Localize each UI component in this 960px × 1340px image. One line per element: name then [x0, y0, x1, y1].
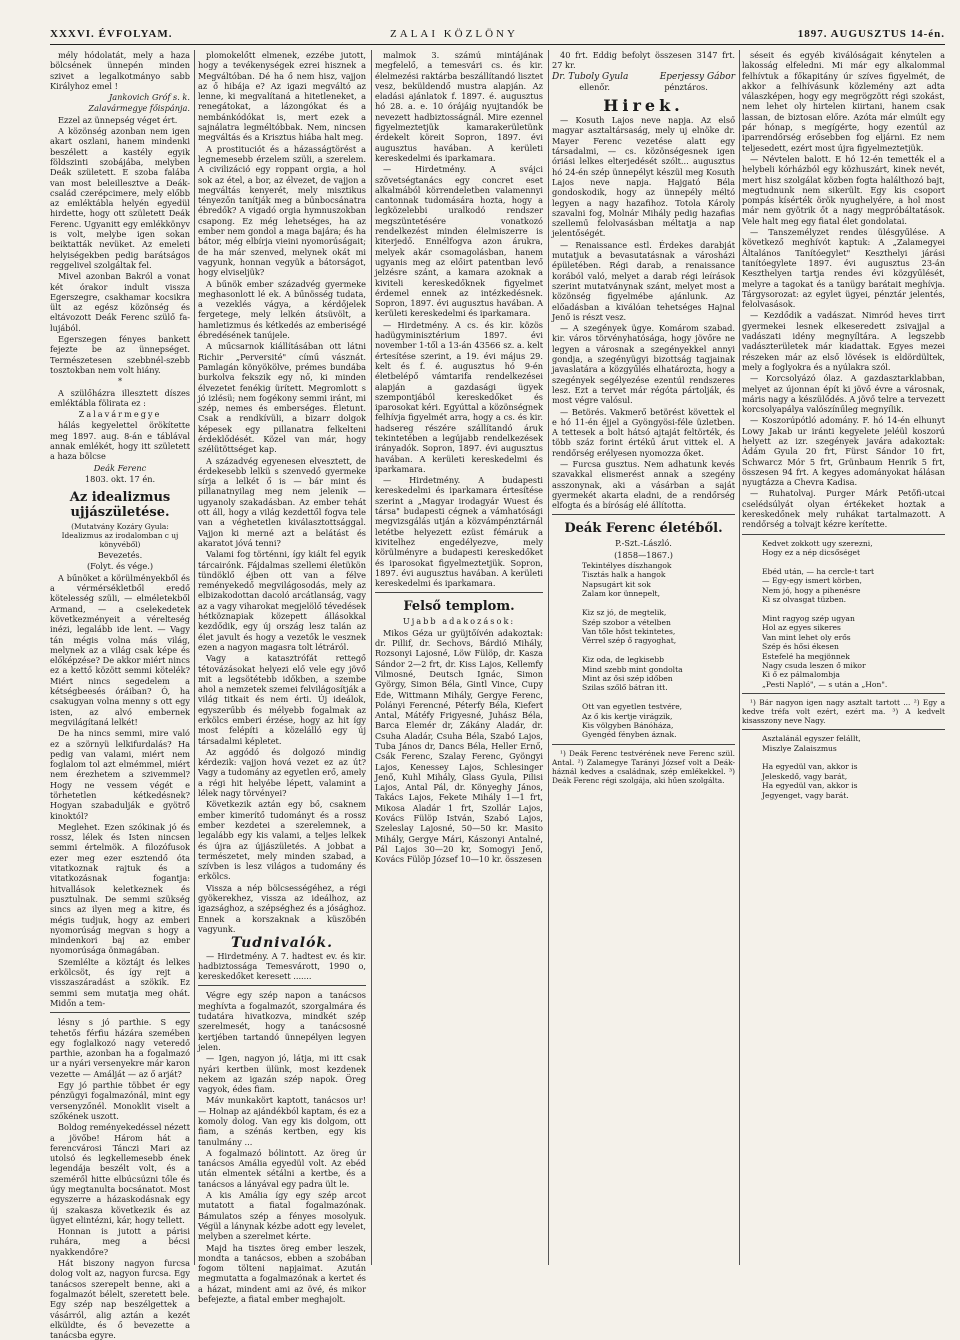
signature-name: Eperjessy Gábor	[659, 71, 735, 82]
news-item: — Furcsa gusztus. Nem adhatunk kevés szavakkal elismerést annak a szegény asszonynak, aki a vásárban a saját gyermekét akarta eladni, de a rendőrség elfogta és a bíróság elé állította.	[552, 458, 735, 511]
poem-line: Asztalánál egyszer felállt,	[762, 734, 861, 744]
article-paragraph: Hát biszony nagyon furcsa dolog volt az, nagyon furcsa. Egy tanácsos szerepelt benne, aki a fogalmazót bélelt, szeretett bele. Egy szép nap beszélgettek a vásárról, alig aztán a kezét elküldte, és ő bevezette a tanácsba egyre.	[50, 1258, 190, 1340]
article-paragraph: De ha nincs semmi, mire való ez a szörnyü lelkifurdalás? Ha pedig van valami, miért nem foglalom tol azt elmémmel, miért nem érezhetem a szivemmel? Hogy ne vessem végét e törhetetlen kétkedésnek? Hogyan szabadulják e gyötrő kinoktól?	[50, 728, 190, 821]
poem-line: Hogy ez a nép dicsőséget	[762, 548, 861, 558]
masthead	[50, 22, 945, 45]
poem-line: Kiz oda, de legkisebb	[582, 655, 664, 665]
poem-line: Nagy csuda leszen ő mikor	[762, 660, 866, 670]
poem-line: Kis völgyben Bánóháza,	[582, 720, 674, 730]
article-paragraph: Egy jó parthie többet ér egy pénzügyi fogalmazónál, mint egy versenyzőnél. Monoklit viselt a szőkének uszott.	[50, 1080, 190, 1121]
article-paragraph: A kis Amália így egy szép arcot mutatott a fiatal fogalmazónak. Bámulatos szép a fényes mosolyuk. Végül a lánynak kézbe adott egy levelet, melyben a szerelmet kérte.	[198, 1190, 366, 1242]
article-paragraph: A fogalmazó bólintott. Az öreg úr tanácsos Amália egyedül volt. Az ebéd után elmentek sétálni a kertbe, és a tanácsos a lányával egy padra ült le.	[198, 1147, 366, 1189]
poem-line	[762, 557, 945, 566]
poem-line: Mind szebb mint gondolta	[582, 664, 683, 674]
article-subhead: (Folyt. és vége.)	[86, 561, 154, 572]
poem-line: Van mint lehet oly erős	[762, 632, 851, 642]
poem-line: Tekintélyes díszhangok	[582, 561, 672, 571]
article-paragraph: A szülőházra illesztett díszes emléktábla fölirata ez :	[50, 387, 190, 408]
signature-role: pénztáros.	[664, 81, 708, 92]
article-paragraph: Mivel azonban Bakról a vonat két órakor indult vissza Egerszegre, csakhamar kocsikra ült az egész közönség és eltávozott Deák Ferenc szülő fa-lujából.	[50, 271, 190, 333]
poem-line: — Egy-egy ismert körben,	[762, 576, 862, 586]
article-subhead: Ujabb adakozások:	[402, 616, 516, 627]
article-paragraph: Vagy a katasztrófát rettegő tétovázásokat helyezi elő vele egy jövő mit a legsötétebb időkben, a szembe ahol a nemzetek szemei felvilágosítják a világ titkait és nem érti. Új ideálok, egyszerűbb és mélyebb fogalmak az erkölcs emberi érzése, hogy az hit így most felépíti a közelálló egy új társadalmi képletet.	[198, 653, 366, 746]
divider	[742, 693, 945, 694]
poem-line: Ha egyedül van, akkor is	[762, 762, 858, 772]
poem-line: Kedvet zokkott ugy szerezni,	[762, 538, 873, 548]
article-paragraph: Meglehet. Ezen szókinak jó és rossz, lélek és Isten nincsen semmi értelmök. A filozófusok ezer meg ezer esztendő óta vitatkoznak rajtuk és a vitatkozásnak fogantja: hitvallások keletkeznek és pusztulnak. De semmi szükség sincs az ilyen meg a kitre, és mégis tudjuk, hogy az emberi nyomorúság megvan s hogy a mindenkori baj az ember nyomorúsága önmagában.	[50, 821, 190, 956]
divider	[742, 534, 945, 535]
column-4	[552, 50, 735, 1265]
column-3	[375, 50, 543, 1265]
article-paragraph: A műcsarnok kiállításában ott látni Richir „Perversité" című vásznát. Pamlagán könyökölve, prémes bundába burkolva fekszik egy nő, ki minden élvezetet fenékig ürített. Megromlott s jó izlésü; nem fogékony semmi iránt, mi szép, nemes és emberséges. Életunt. Csak a rendkívüli, a bizarr dolgok képesek egy pillanatra felkelteni érdeklődését. Közel van már, hogy szélütöttséget kap.	[198, 341, 366, 455]
column-rule	[548, 50, 549, 1265]
column-rule	[371, 50, 372, 1265]
poem-line: Ki ő ez pálmalombja	[762, 670, 840, 680]
article-paragraph: Szemlélte a köztájt és lelkes erkölcsöt, és így rejt a visszaszáradást a szökik. Ez semmi sem mutatja meg ohát. Midőn a tem-	[50, 956, 190, 1008]
article-paragraph: — Hirdetmény. A svájci szövetségtanács egy concret eset alkalmából körrendeletben valamennyi cantonnak tudomására hozta, hogy a legközelebbi uralkodó rendszer megszüntetésére vonatkozó rendelkezést minden élelmiszerre is kiterjedő. Ennélfogva azon árukra, melyek akár csomagolásban, hanem ugyanis meg az előirt patentban levő jelzésre szánt, a kamara azoknak a kiviteli kereskedőknek figyelmet érdemel ennek az intézkedésnek. Sopron, 1897. évi augusztus havában. A kerületi kereskedelmi és iparkamara.	[375, 164, 543, 319]
article-paragraph: lésny s jó parthie. S egy tehetős férfiu házára szemében egy foglalkozó nagy veteredő parthie, azonban ha a fogalmazó ur a nyári versenyekre már karon vezette — Amálját — az ő arját?	[50, 1017, 190, 1079]
poem-line: Tisztás halk a hangok	[582, 570, 666, 580]
poem-line	[582, 646, 735, 655]
poem-body	[552, 561, 735, 740]
column-1: mély hódolatát, mely a haza bölcsének ünnepén minden szivet a legalkotmányo sabb Királyhoz emel ! Jankovich Gróf s. k. Zalavármegye főispánja. Ezzel az ünnepség véget ért. A közönség azonban nem igen akart oszlani, hanem mindenki beszélett a kastély egyik földszinti szobájába, melyben Deák született. E szoba falába van most beleillesztve a Deák-család czerépcimere, mely előbb az emléktábla helyén egyedül hirdette, hogy ott született Deák Ferenc. Ugyanitt egy emlékkönyv is volt, melybe igen sokan beiktatták nevüket. Az emeleti helyiségekben pedig barátságos reggelivel szolgáltak fel. Mivel azonban Bakról a vonat két órakor indult vissza Egerszegre, csakhamar kocsikra ült az egész közönség és eltávozott Deák Ferenc szülő fa-lujából. Egerszegen fényes bankett fejezte be az ünnepséget. Természetesen szebbnél-szebb tosztokban nem volt hiány. * A szülőházra illesztett díszes emléktábla fölirata ez : Zalavármegye hálás kegyelettel örökítette meg 1897. aug. 8-án e táblával annak emlékét, hogy itt született a haza bölcse Deák Ferenc 1803. okt. 17 én. Az idealizmus ujjászületése. (Mutatvány Kozáry Gyula: Idealizmus az irodalomban c uj könyvéből) Bevezetés. (Folyt. és vége.) A bűnöket a körülményekből és a vérmérsékletből eredő kötelesség szüli, — elméletekből Armand, — a cselekedetek következményeit a vérelteség inézi, legalább ide lent. — Vagy tán mégis volna más világ, melynek az a világ csak képe és előképzése? De akkor miért nincs ez a kettő között semmi kötelék? Miért nincs segedelem a kétségbeesés óráiban? Ó, ha csakugyan volna menny s ott egy isten, az alvó embernek megvilágítaná lelkét! De ha nincs semmi, mire való ez a szörnyü lelkifurdalás? Ha pedig van valami, miért nem foglalom tol azt elmémmel, miért nem érezhetem a szivemmel? Hogy ne vessem végét e törhetetlen kétkedésnek? Hogyan szabadulják e gyötrő kinoktól? Meglehet. Ezen szókinak jó és rossz, lélek és Isten nincsen semmi értelmök. A filozófusok ezer meg ezer esztendő óta vitatkoznak rajtuk és a vitatkozásnak fogantja: hitvallások keletkeznek és pusztulnak. De semmi szükség sincs az ilyen meg a kitre, és mégis tudjuk, hogy az emberi nyomorúság megvan s hogy a mindenkori baj az ember nyomorúsága önmagában. Szemlélte a köztájt és lelkes erkölcsöt, és így rejt a visszaszáradást a szökik. Ez semmi sem mutatja meg ohát. Midőn a tem- lésny s jó parthie. S egy tehetős férfiu házára szemében egy foglalkozó nagy veteredő parthie, azonban ha a fogalmazó ur a nyári versenyekre már karon vezette — Amálját — az ő arját? Egy jó parthie többet ér egy pénzügyi fogalmazónál, mint egy versenyzőnél. Monoklit viselt a szőkének uszott. Boldog reményekedéssel nézett a jövőbe! Három hát a ferencvárosi Tánczi Mari az utolsó és legkellemesebb ének legendája beszélt volt, és a szeméről hitte elbúcsúzni tőle és úgy megtanulta bocsánatot. Most egyszerre a házaskodásnak egy új szakasza következik és az ügyet elintézni, kár, hogy tellett. Honnan is jutott a párisi ruhára, meg a bécsi nyakkendőre? Hát biszony nagyon furcsa dolog volt az, nagyon furcsa. Egy tanácsos szerepelt benne, aki a fogalmazót bélelt, szeretett bele. Egy szép nap beszélgettek a vásárról, alig aztán a kezét elküldte, és ő bevezette a tanácsba egyre.	[50, 50, 190, 1340]
section-headline: Hirek.	[603, 96, 684, 116]
article-paragraph: Egerszegen fényes bankett fejezte be az ünnepséget. Természetesen szebbnél-szebb tosztokban nem volt hiány.	[50, 334, 190, 375]
article-paragraph: mély hódolatát, mely a haza bölcsének ünnepén minden szivet a legalkotmányo sabb Királyhoz emel !	[50, 50, 190, 91]
news-item: — Betörés. Vakmerő betörést követtek el e hó 11-én éjjel a Gyöngyösi-féle üzletben. A tettesek a bolt hátsó ajtaját feltörték, és több száz forint értékű árut vittek el. A rendőrség erélyesen nyomozza őket.	[552, 406, 735, 458]
signature-title: Zalavármegye főispánja.	[88, 103, 190, 114]
inscription-line: Zalavármegye	[78, 409, 162, 420]
inscription-line: hálás kegyelettel örökítette meg 1897. aug. 8-án e táblával annak emlékét, hogy itt született a haza bölcse	[50, 420, 190, 462]
poem-line: Jegyenget, vagy barát.	[762, 790, 849, 800]
divider	[375, 592, 543, 593]
column-rule	[739, 50, 740, 1265]
column-2	[198, 50, 366, 1305]
poem-dates: (1858—1867.)	[614, 549, 673, 560]
article-paragraph: Vissza a nép bölcsességéhez, a régi gyökerekhez, vissza az ideálhoz, az igazsághoz, a szépséghez és a jósághoz. Ennek a korszaknak a küszöbén vagyunk.	[198, 882, 366, 934]
poem-line: Szilas szőlő bátran itt.	[582, 683, 668, 693]
inscription-line: Deák Ferenc	[93, 462, 147, 473]
signature-roles	[552, 82, 735, 92]
poem-line: Az ő kis kertje virágzik,	[582, 711, 673, 721]
column-5	[742, 50, 945, 1265]
article-paragraph: A közönség azonban nem igen akart oszlani, hanem mindenki beszélett a kastély egyik földszinti szobájába, melyben Deák született. E szoba falába van most beleillesztve a Deák-család czerépcimere, mely előbb az emléktábla helyén egyedül hirdette, hogy ott született Deák Ferenc. Ugyanitt egy emlékkönyv is volt, melybe igen sokan beiktatták nevüket. Az emeleti helyiségekben pedig barátságos reggelivel szolgáltak fel.	[50, 126, 190, 270]
news-item: séseit és egyéb kiválóságait kénytelen a lakosság elfeledni. Mi már egy alkalommal felhívtuk a főkapitány úr szíves figyelmét, de akkor a felhívásunk közlemény azt adta válaszképen, hogy egy megrögzött régi szokást, nem lehet oly hirtelen kiirtani, hanem csak lassan, de biztosan előre. Azóta már elmúlt egy pár hónap, s megígérte, hogy ezentúl az iparrendőrség erősebben fog eljárni. Ez nem teljesedett, ezért most újra figyelmeztetjük.	[742, 50, 945, 153]
footnotes: ¹) Bár nagyon igen nagy asztalt tartott ... ²) Egy a kedve tréfa volt ezért, ezért ma. ³) A kedvelt kisasszony neve Nagy.	[742, 698, 945, 726]
poem-body	[742, 734, 945, 800]
article-paragraph: Boldog reményekedéssel nézett a jövőbe! Három hát a ferencvárosi Tánczi Mari az utolsó és legkellemesebb ének legendája beszélt volt, és a szeméről hitte elbúcsúzni tőle és úgy megtanulta bocsánatot. Most egyszerre a házaskodásnak egy új szakasza következik és az ügyet elintézni, kár, hogy tellett.	[50, 1122, 190, 1225]
section-headline: Felső templom.	[403, 599, 515, 615]
news-item: — Koszorúpótló adomány. F. hó 14-én elhunyt Lowy Jakab ur iránti kegyelete jeléül koszorú helyett az izr. szegények javára adakoztak: Ádám Gyula 20 frt, Fürst Sándor 10 frt, Schwarcz Mór 5 frt, Grünbaum Henrik 5 frt, összesen 94 frt. A kegyes adományokat hálásan nyugtázza a Chevra Kadisa.	[742, 415, 945, 488]
poem-line: Ki sz olvasgat tüzben.	[762, 595, 846, 605]
news-item: — Kosuth Lajos neve napja. Az első magyar asztaltársaság, mely uj elnöke dr. Mayer Ferenc vezetése alatt egy társadalmi, — cs. közönségesnek igen óriási lelkes elterjedését szólt... augusztus hó 24-én szép ünnepélyt készül meg Kosuth Lajos neve napja. Hajgató Béla gondoskodik, hogy az ünnepély méltó legyen a nagy hazafihoz. Totola Károly szavalni fog, Molnár Mihály pedig hazafias szellemű felolvasásban méltatja a nap jelentőségét.	[552, 115, 735, 239]
poem-line	[582, 599, 735, 608]
news-item: — Korcsolyázó ólaz. A gazdasztarklabban, melyet az újonnan épít ki jövő évre a városnak, máris nagy a készülődés. A jövő telre a tervezett korcsolyapálya valószínűleg megnyílik.	[742, 373, 945, 415]
poem-line: Zalam kor ünnepelt,	[582, 589, 661, 599]
article-paragraph: malmok 3. számú mintájának megfelelő, a temesvári cs. és kir. élelmezési raktárba beszállítandó lisztet vesz, beküldendő mustra alapján. Az eladási ajánlatok f. 1897. é. augusztus hó 28. a. e. 10 órájáig nyujtandók be nevezett hadbiztosságnál. Mire ezennel figyelmeztetjük kamarakerületünk érdekelt köreit Sopron, 1897. évi augusztus havában. A kerületi kereskedelmi és iparkamara.	[375, 50, 543, 163]
article-subhead: (Mutatvány Kozáry Gyula: Idealizmus az irodalomban c uj könyvéből)	[61, 522, 179, 550]
poem-line: Szép és hősi ékesen	[762, 642, 839, 652]
poem-line: Ott van egyetlen testvére,	[582, 702, 683, 712]
section-headline: Tudnivalók.	[230, 935, 334, 952]
article-paragraph: A századvég egyenesen elvesztett, de érdekesebb lelkü s szenvedő gyermeke sírja a lelkét ő is — bár mint és pillanatnyilag meg nem jelenik — ugyanoly szakadásban. Az ember tehát ott áll, hogy a világ kezdettől fogva tele van a véghetetlen kiválasztottsággal. Vajjon ki merné azt a belátást és akaratot jóvá tenni?	[198, 455, 366, 548]
article-paragraph: Következik aztán egy bő, csaknem ember kimerítő tudományt és a rossz ember kezdetei a szerelemnek, a legalább egy kis valami, a teljes lelkek és újra az újjászületés. A jobbat a természetet, mely minden szabad, a szívben is lesz világos a tudomány és erkölcs.	[198, 799, 366, 882]
poem-line: Napsugárt kit sok	[582, 579, 651, 589]
article-paragraph: Majd ha tisztes öreg ember leszek, mondta a tanácsos, ebben a szobában fogom tölteni napjaimat. Azután megmutatta a fogalmazónak a kertet és a házat, mindent ami az övé, és mikor befejezte, a fiatal ember meghajolt.	[198, 1242, 366, 1305]
signature-name: Dr. Tuboly Gyula	[552, 71, 629, 82]
article-paragraph: A bűnök ember századvég gyermeke meghasonlott lé ek. A bűnösség tudata, a vezeklés vágya, a kérdőjelek fergetege, mely lelkén átsüvölt, a hamletizmus és kétkedés az emberiségé ébredésének tanújele.	[198, 278, 366, 341]
signature-name: Jankovich Gróf s. k.	[108, 92, 190, 103]
poem-line: Miszlye Zalaiszmus	[762, 743, 837, 753]
news-item: — A szegények ügye. Komárom szabad. kir. város törvényhatósága, hogy jövőre ne legyen a városnak a szegényekkel annyi gondja, a szegényügyi bizottság tagjainak javaslatára a közgyűlés elhatározta, hogy a szegények segélyezése ezentúl rendszeres lesz. Ezt a tervet már régóta pártolják, és most végre valósul.	[552, 323, 735, 406]
poem-line: Kiz sz jó, de megtelik,	[582, 608, 667, 618]
article-paragraph: Ezzel az ünnepség véget ért.	[58, 114, 178, 125]
article-paragraph: — Igen, nagyon jó, látja, mi itt csak nyári kertben ülünk, most kezdenek nekem az igazán szép napok. Öreg vagyok, édes fiam.	[198, 1053, 366, 1095]
newspaper-title: ZALAI KÖZLÖNY	[390, 28, 518, 40]
poem-line: Mint ragyog szép ugyan	[762, 613, 855, 623]
news-item: — Renaissance estl. Érdekes darabját mutatjuk a bevasutatásnak a városházi épületében. Régi darab, a renaissance korából való, melyet a darab régi leírások szerint mutatványnak szánt, melyet most a közönség figyelmébe ajánlunk. Az előadásban a kiválóan tehetséges Hajnal Jenő is részt vesz.	[552, 239, 735, 322]
article-paragraph: — Hirdetmény. A cs. és kir. közös hadügyminisztérium 1897. évi november 1-től a 13-án 43566 sz. a. kelt értesítése szerint, a 19. évi május 29. kelt és f. é. augusztus hó 9-én életbelépő vámtarifa rendelkezései alapján a gazdasági ügyek szempontjából kereskedőket és iparosokat kéri. Egyúttal a közönségnek felhívja figyelmét arra, hogy a cs. és kir. hadsereg részére szállítandó áruk tekintetében a legújabb rendelkezések irányadók. Sopron, 1897. évi augusztus havában. A kerületi kereskedelmi és iparkamara.	[375, 319, 543, 474]
poem-line: „Pesti Napló", — s után a „Hon".	[762, 679, 888, 689]
news-item: — Kezdődik a vadászat. Nimród heves tirrt gyermekei lesnek elkeseredett zsivajjal a vadászati idény megnyíltára. A legszebb vadászterületek már kiadattak. Egyes mezei részeken már az első lövések is eldördültek, mely a foglyokra és a nyúlakra szól.	[742, 310, 945, 372]
poem-line: Szép szobor a vételben	[582, 617, 671, 627]
poem-line: Hol az egyes sikeres	[762, 623, 841, 633]
poem-headline: Deák Ferenc életéből.	[564, 521, 723, 537]
signature-block	[552, 72, 735, 82]
poem-line: Van tőle hőst tekintetes,	[582, 626, 676, 636]
article-paragraph: A prostituciót és a házasságtörést a legnemesebb érzelem szüli, a szerelem. A civilizáció egy roppant orgia, a hol sok az étel, a bor, az élvezet, de vajjon a megváltás kenyerét, mely misztikus tényezőn tanítják meg a bűnbocsánatra ébredők? A vigadó orgia hymnuszokban csapong. Ez még lehetséges, ha az ember nem gondol a maga bajára; és ha bátor, még elbírja vieini nyomorúságait; de ha már szenved, melynek okát mi vagyunk, honnan vegyük a bátorságot, hogy elviseljük?	[198, 143, 366, 278]
poem-line	[762, 753, 945, 762]
poem-line: Ebéd után, — ha cercle-t tart	[762, 566, 875, 576]
poem-body	[742, 539, 945, 690]
news-item: — Névtelen balott. E hó 12-én temették el a helybeli kórházból egy közhuszárt, kinek nevét, mert hisz szolgálat közben fogta halálthozó bajt, megtudnunk nem sikerült. Egy kis csoport pompás kísérték örök nyughelyére, a hol most már nem gyötrik őt a nagy megpróbáltatások. Vele halt meg egy fiatal élet gondolatai.	[742, 153, 945, 226]
article-headline: Az idealizmus ujjászületése.	[69, 490, 171, 521]
article-paragraph: Az aggódó és dolgozó mindig kérdezik: vajjon hová vezet ez az út? Vagy a tudomány az egyetlen erő, amely a régi hit helyébe lépett, valamint a lélek nagy törvényei?	[198, 746, 366, 799]
issue-date: 1897. AUGUSZTUS 14-én.	[797, 28, 945, 40]
article-paragraph: Máv munkakört kaptott, tanácsos ur! — Holnap az ajándékból kaptam, és ez a komoly dolog. Van egy kis dolgom, ott fiam, a szénás kertben, egy kis tanulmány ...	[198, 1095, 366, 1147]
poem-line: Nem jó, hogy a pihenésre	[762, 585, 861, 595]
poem-line: Vérrel szép ő ragyoghat,	[582, 636, 677, 646]
volume-label: XXXVI. ÉVFOLYAM.	[50, 28, 173, 40]
divider	[552, 514, 735, 515]
poem-line: Gyengéd fényben áznak.	[582, 730, 677, 740]
article-paragraph: Végre egy szép napon a tanácsos meghívta a fogalmazót, szorgalmára és tudatára hivatkozva, mindkét szép szerelmesét, hogy a tanácsosné kertjében tartandó ünnepélyen legyen jelen.	[198, 990, 366, 1052]
poem-line: Estefelé ha megjönnek	[762, 651, 850, 661]
poem-line	[762, 605, 945, 614]
footnotes: ¹) Deák Ferenc testvérének neve Ferenc szül. Antal. ²) Zalamegye Tarányi József volt a Deák-háznál kedves a családnak, szép emlékekkel. ³) Deák Ferenc régi szolgája, aki hűen szolgálta.	[552, 748, 735, 785]
article-paragraph: 40 frt. Eddig befolyt összesen 3147 frt. 27 kr.	[552, 50, 735, 71]
poem-line	[582, 693, 735, 702]
news-item: — Ruhatolvaj. Purger Márk Petőfi-utcai cselédsúlyát olyan értékeket hoztak a kereskedőnek mely ruhákat tartalmazott. A rendőrség a tolvajt kézre kerítette.	[742, 488, 945, 530]
article-paragraph: Valami fog történni, így kiált fel egyik tárcairónk. Fájdalmas szellemi életükön tündöklő éjben ott van a félve reményekedő megvilágosodás, mely az elbizakodottan dacoló arcátlanság, vagy az a vagy viharokat megjelölő tévedések hétköznapiak közepett állásokkal kezdődik, egy új ország lesz talán az élet javult és hogy a vezetők le vesznek ezen a nagyon magasra tolt létráról.	[198, 549, 366, 652]
poem-line: Ha egyedül van, akkor is	[762, 781, 858, 791]
divider	[742, 729, 945, 730]
article-paragraph: Mikos Géza ur gyüjtőívén adakoztak: dr. Pillif, dr. Sechovs, Bárdió Mihály, Rozsonyi Lajosné, Löw Fülöp, dr. Kasza Sándor 2—2 frt, dr. Kiss Lajos, Kellemfy Vilmosné, Deutsch Ignác, Simon György, Simon Béla, Gintl Vince, Cupy Ede, Wittmann Mihály, Gergye Ferenc, Polányi Ferencné, Péterfy Béla, Kiefert Antal, Mátéfy Frigyesné, Juhász Béla, Barca Elemér dr, Zákány Aladár, dr. Csuha Aladár, Csuha Béla, Szabó Lajos, Tuba János dr, Dancs Béla, Heller Ernő, Csák Ferenc, Szalay Ferenc, Gyöngyi Lajos, Kenessey Lajos, Schlesinger Jenő, Kuhl Mihály, Glass Gyula, Pilisi Lajos, Antal Pál, dr. Könyeghy János, Takács Lajos, Fekete Mihály 1—1 frt, Mikosa Aladár 1 frt, Szollár Lajos, Kovács Fülöp István, Szabó Lajos, Szeleslay Lajosné, 50—50 kr. Masito Mihály, Gergye Mári, Kászonyi Antalné, Pál Lajos 30—20 kr, Somogyi Jenő, Kovács Fülöp József 10—10 kr. összesen	[375, 627, 543, 865]
divider	[552, 744, 735, 745]
article-subhead: Bevezetés.	[97, 550, 143, 561]
article-paragraph: — Hirdetmény. A budapesti kereskedelmi és iparkamara értesítése szerint a „Magyar irodagyár Wuest és társa" budapesti cégnek a vámhatósági megvizsgálás utján a közvámpénztárnál letétbe helyezett ezüst fémáruk a kivitelhez engedélyezve, mely körülményre a budapesti kereskedőket és iparosokat figyelmeztetjük. Sopron, 1897. évi augusztus havában. A kerületi kereskedelmi és iparkamara.	[375, 475, 543, 589]
article-paragraph: — Hirdetmény. A 7. hadtest ev. és kir. hadbiztossága Temesvárott, 1990 o, kereskedőket keresett .......	[198, 950, 366, 982]
divider	[50, 1012, 190, 1013]
column-rule	[194, 50, 195, 1265]
poem-author: P.-Szt.-László.	[615, 538, 672, 549]
article-paragraph: plomokelőtt elmenek, ezzébe jutott, hogy a tevékenységek ezrei hisznek a Megváltóban. Dé ha ő nem hisz, vajjon az ő hibája e? Az igazi megváltó az lenne, ki megvalítaná a hitetleneket, a renegátokat, a lázongókat és a nembánkódókat is, mert ezek a sajnálatra legméltóbbak. Nem, nincsen megváltás és a Krisztus hiába halt meg.	[198, 50, 366, 143]
poem-line: Mint az ősi szép időben	[582, 673, 673, 683]
news-item: — Tanszemélyzet rendes ülésgyűlése. A következő meghívót kaptuk: A „Zalamegyei Általános Tanítóegylet" Keszthelyi járási tanítóegylete 1897. évi augusztus 23-án Keszthelyen tartja rendes évi közgyűlését, melyre a tagokat és a tanügy barátait meghívja. Tárgysorozat: az egylet ügyei, pénztár jelentés, felolvasások.	[742, 227, 945, 310]
inscription-line: 1803. okt. 17 én.	[84, 473, 156, 484]
signature-role: ellenőr.	[579, 81, 610, 92]
article-paragraph: A bűnöket a körülményekből és a vérmérsékletből eredő kötelesség szüli, — elméletekből Armand, — a cselekedetek következményeit a vérelteség inézi, legalább ide lent. — Vagy tán mégis volna más világ, melynek az a világ csak képe és előképzése? De akkor miért nincs ez a kettő között semmi kötelék? Miért nincs segedelem a kétségbeesés óráiban? Ó, ha csakugyan volna menny s ott egy isten, az alvó embernek megvilágítaná lelkét!	[50, 572, 190, 727]
poem-line: Jeleskedő, vagy barát,	[762, 771, 848, 781]
article-paragraph: Honnan is jutott a párisi ruhára, meg a bécsi nyakkendőre?	[50, 1226, 190, 1257]
divider	[198, 985, 366, 986]
